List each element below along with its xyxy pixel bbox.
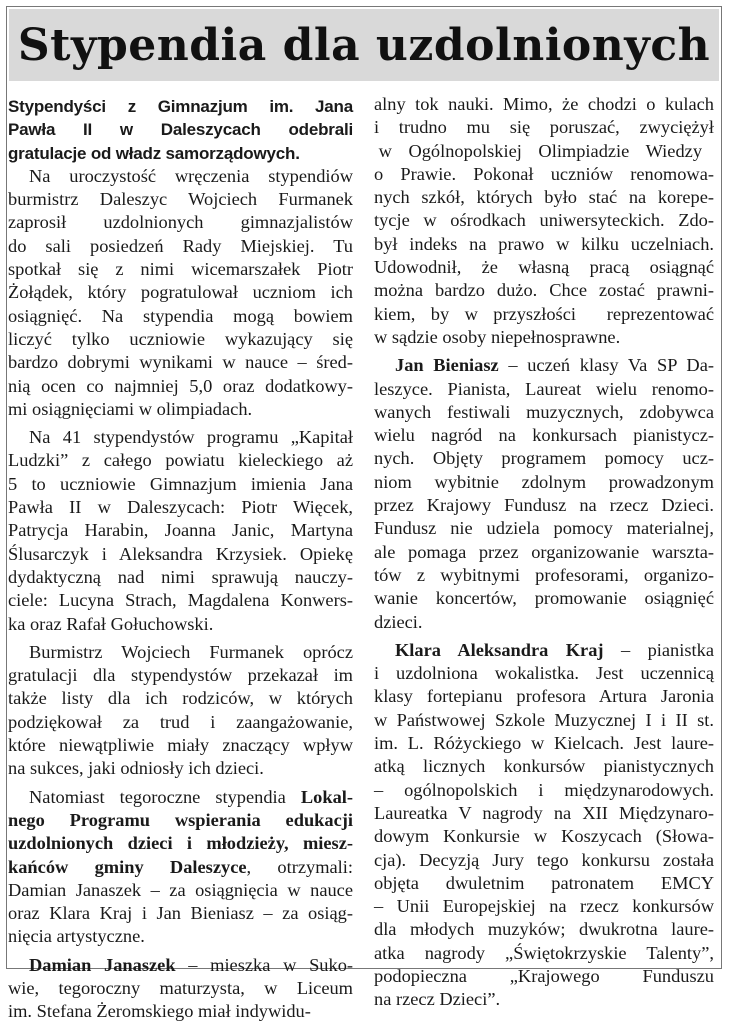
text-line	[374, 116, 714, 139]
text-line	[8, 235, 353, 258]
text-segment: dzieci.	[374, 611, 423, 632]
text-segment: można bardzo dużo. Chce zostać prawni-	[374, 280, 714, 301]
title-bar	[9, 9, 719, 81]
text-line	[8, 211, 353, 234]
text-segment: ale pomaga przez organizowanie warszta-	[374, 541, 714, 562]
text-line	[8, 473, 353, 496]
text-segment: Na 41 stypendystów programu „Kapitał	[29, 427, 353, 448]
text-line	[374, 802, 714, 825]
text-line	[8, 1000, 353, 1023]
text-line	[8, 664, 353, 687]
text-line	[374, 279, 714, 302]
text-segment: nych szkół, których było stać na korepe-	[374, 187, 714, 208]
text-line	[8, 856, 353, 879]
text-segment: Burmistrz Wojciech Furmanek oprócz	[29, 641, 353, 662]
paragraph	[8, 954, 353, 1024]
lead-line: Pawła II w Daleszycach odebrali	[8, 120, 353, 140]
text-segment: osiągnięć. Na stypendia mogą bowiem	[8, 305, 353, 326]
text-segment: liczyć tylko uczniowie wykazujący się	[8, 328, 353, 349]
text-segment: ciele: Lucyna Strach, Magdalena Konwers-	[8, 590, 353, 611]
left-column	[8, 95, 353, 1024]
text-segment: – ogólnopolskich i międzynarodowych.	[374, 779, 714, 800]
paragraph	[8, 426, 353, 636]
text-segment: Natomiast tegoroczne stypendia	[29, 786, 301, 807]
paragraph	[8, 786, 353, 949]
text-segment: nią ocen co najmniej 5,0 oraz dodatkowy-	[8, 375, 353, 396]
text-segment: Fundusz nie udziela pomocy materialnej,	[374, 518, 714, 539]
text-segment: kiem, by w przyszłości reprezentować	[374, 303, 714, 324]
bold-text: kańców gminy Daleszyce	[8, 856, 247, 877]
text-line	[374, 942, 714, 965]
bold-text: uzdolnionych dzieci i młodzieży, miesz-	[8, 833, 353, 854]
text-line	[374, 965, 714, 988]
text-segment: nych. Objęty programem pomocy ucz-	[374, 448, 714, 469]
text-segment: Ludzki” z całego powiatu kieleckiego aż	[8, 450, 353, 471]
text-segment: alny tok nauki. Mimo, że chodzi o kulach	[374, 94, 714, 114]
text-segment: niom wybitnie zdolnym prowadzonym	[374, 471, 714, 492]
text-line	[374, 587, 714, 610]
text-line	[374, 709, 714, 732]
text-line	[374, 639, 714, 662]
right-column	[374, 93, 714, 1012]
text-line	[374, 685, 714, 708]
text-line	[8, 496, 353, 519]
text-segment: Udowodnił, że własną pracą osiągnąć	[374, 257, 714, 278]
text-segment: klasy fortepianu profesora Artura Jaronia	[374, 686, 714, 707]
text-segment: w Państwowej Szkole Muzycznej I i II st.	[374, 709, 714, 730]
text-segment: spotkał się z nimi wicemarszałek Piotr	[8, 259, 353, 280]
text-line	[8, 641, 353, 664]
text-line	[374, 541, 714, 564]
text-line	[374, 354, 714, 377]
text-line	[8, 165, 353, 188]
text-segment: był indeks na prawo w kilku uczelniach.	[374, 233, 714, 254]
paragraph	[374, 354, 714, 634]
text-segment: wie, tegoroczny maturzysta, w Liceum	[8, 977, 353, 998]
article-title: Stypendia dla uzdolnionych	[17, 19, 711, 71]
text-line	[374, 918, 714, 941]
text-line	[8, 832, 353, 855]
text-segment: na sukces, jaki odniosły ich dzieci.	[8, 758, 264, 779]
text-segment: im. L. Różyckiego w Kielcach. Jest laure-	[374, 733, 714, 754]
text-line	[374, 447, 714, 470]
article-lead	[8, 95, 353, 165]
text-line	[374, 233, 714, 256]
text-segment: podziękował za trud i zaangażowanie,	[8, 711, 353, 732]
text-segment: na rzecz Dzieci”.	[374, 989, 501, 1010]
article-frame	[6, 6, 722, 1022]
text-line	[8, 375, 353, 398]
text-line	[8, 519, 353, 542]
text-segment: także listy dla ich rodziców, w których	[8, 688, 353, 709]
text-line	[374, 326, 714, 349]
text-segment: oraz Klara Kraj i Jan Bieniasz – za osiąg-	[8, 903, 353, 924]
bold-text: nego Programu wspierania edukacji	[8, 809, 353, 830]
text-segment: wanych festiwali muzycznych, zdobywca	[374, 401, 714, 422]
text-segment: – pianistka	[603, 639, 714, 660]
text-line	[8, 543, 353, 566]
bold-text: Klara Aleksandra Kraj	[395, 639, 604, 660]
text-segment: im. Stefana Żeromskiego miał indywidu-	[8, 1001, 311, 1022]
text-line	[8, 258, 353, 281]
text-line	[8, 757, 353, 780]
paragraph	[8, 165, 353, 421]
text-line	[8, 879, 353, 902]
text-segment: nięcia artystyczne.	[8, 926, 145, 947]
text-line	[374, 564, 714, 587]
bold-text: Jan Bieniasz	[395, 355, 499, 376]
text-segment: ka oraz Rafał Gołuchowski.	[8, 613, 214, 634]
text-line	[8, 711, 353, 734]
text-segment: Damian Janaszek – za osiągnięcia w nauce	[8, 879, 353, 900]
text-segment: tycje w ośrodkach uniwersyteckich. Zdo-	[374, 210, 714, 231]
lead-line: Stypendyści z Gimnazjum im. Jana	[8, 97, 353, 116]
text-line	[374, 494, 714, 517]
text-line	[374, 256, 714, 279]
text-line	[8, 589, 353, 612]
bold-text: Damian Janaszek	[29, 954, 176, 975]
text-line	[374, 732, 714, 755]
text-segment: – uczeń klasy Va SP Da-	[498, 355, 714, 376]
text-segment: o Prawie. Pokonał uczniów renomowa-	[374, 163, 714, 184]
text-line	[8, 786, 353, 809]
text-segment: – mieszka w Suko-	[175, 954, 354, 975]
paragraph	[374, 93, 714, 349]
lead-line: gratulacje od władz samorządowych.	[8, 143, 300, 163]
text-segment: bardzo dobrymi wynikami w nauce – śred-	[8, 352, 353, 373]
text-segment: Żołądek, który pogratulował uczniom ich	[8, 282, 353, 303]
text-line	[374, 825, 714, 848]
text-segment: i uzdolniona wokalistka. Jest uczennicą	[374, 663, 714, 684]
text-segment: atką licznych konkursów pianistycznych	[374, 756, 714, 777]
text-line	[8, 925, 353, 948]
text-line	[8, 398, 353, 421]
text-line	[8, 328, 353, 351]
text-segment: i trudno mu się poruszać, zwyciężył	[374, 117, 714, 138]
right-column-body	[374, 93, 714, 1012]
text-line	[8, 426, 353, 449]
text-segment: zaprosił uzdolnionych gimnazjalistów	[8, 212, 353, 233]
text-segment: dla młodych muzyków; dwukrotna laure-	[374, 919, 714, 940]
text-line	[374, 401, 714, 424]
text-line	[374, 872, 714, 895]
left-column-body	[8, 165, 353, 1024]
text-segment: do sali posiedzeń Rady Miejskiej. Tu	[8, 235, 353, 256]
text-line	[8, 977, 353, 1000]
text-segment: w Ogólnopolskiej Olimpiadzie Wiedzy	[374, 140, 703, 161]
text-segment: , otrzymali:	[246, 856, 354, 877]
text-line	[374, 755, 714, 778]
text-line	[374, 988, 714, 1011]
text-line	[374, 424, 714, 447]
text-line	[8, 188, 353, 211]
text-segment: atka nagrody „Świętokrzyskie Talenty”,	[374, 942, 714, 963]
text-line	[8, 687, 353, 710]
text-segment: dydaktyczną nad nimi sprawują nauczy-	[8, 566, 353, 587]
text-line	[374, 163, 714, 186]
text-line	[374, 779, 714, 802]
text-line	[374, 849, 714, 872]
text-line	[374, 140, 714, 163]
text-line	[8, 566, 353, 589]
text-segment: cja). Decyzją Jury tego konkursu została	[374, 849, 714, 870]
text-line	[8, 954, 353, 977]
text-line	[8, 613, 353, 636]
text-line	[8, 305, 353, 328]
text-line	[374, 471, 714, 494]
text-segment: dowym Konkursie w Koszycach (Słowa-	[374, 826, 714, 847]
text-segment: leszyce. Pianista, Laureat wielu renomo-	[374, 378, 714, 399]
text-segment: Na uroczystość wręczenia stypendiów	[29, 165, 353, 186]
text-segment: wanie koncertów, promowanie osiągnięć	[374, 588, 714, 609]
text-segment: Patrycja Harabin, Joanna Janic, Martyna	[8, 520, 353, 541]
text-line	[8, 281, 353, 304]
text-segment: przez Krajowy Fundusz na rzecz Dzieci.	[374, 495, 714, 516]
text-segment: wielu nagród na konkursach pianistycz-	[374, 425, 714, 446]
text-segment: – Unii Europejskiej na rzecz konkursów	[374, 896, 714, 917]
text-line	[374, 662, 714, 685]
text-segment: tów z wybitnymi profesorami, organizo-	[374, 564, 714, 585]
text-line	[8, 449, 353, 472]
text-segment: w sądzie osoby niepełnosprawne.	[374, 326, 621, 347]
text-segment: 5 to uczniowie Gimnazjum imienia Jana	[8, 473, 353, 494]
text-line	[374, 517, 714, 540]
text-segment: Laureatka V nagrody na XII Międzynaro-	[374, 802, 714, 823]
text-line	[8, 351, 353, 374]
text-segment: mi osiągnięciami w olimpiadach.	[8, 398, 253, 419]
text-segment: objęta dwuletnim patronatem EMCY	[374, 872, 714, 893]
text-line	[8, 902, 353, 925]
text-line	[8, 809, 353, 832]
text-segment: gratulacji dla stypendystów przekazał im	[8, 665, 353, 686]
text-segment: Pawła II w Daleszycach: Piotr Więcek,	[8, 497, 353, 518]
text-segment: podopieczna „Krajowego Funduszu	[374, 965, 714, 986]
text-line	[374, 611, 714, 634]
text-segment: Ślusarczyk i Aleksandra Krzysiek. Opiekę	[8, 543, 353, 564]
text-line	[374, 895, 714, 918]
text-segment: burmistrz Daleszyc Wojciech Furmanek	[8, 189, 353, 210]
text-line	[374, 209, 714, 232]
text-line	[8, 734, 353, 757]
text-line	[374, 378, 714, 401]
paragraph	[374, 639, 714, 1012]
text-line	[374, 93, 714, 116]
text-segment: które niewątpliwie miały znaczący wpływ	[8, 735, 353, 756]
paragraph	[8, 641, 353, 781]
text-line	[374, 186, 714, 209]
bold-text: Lokal-	[300, 786, 353, 807]
text-line	[374, 303, 714, 326]
